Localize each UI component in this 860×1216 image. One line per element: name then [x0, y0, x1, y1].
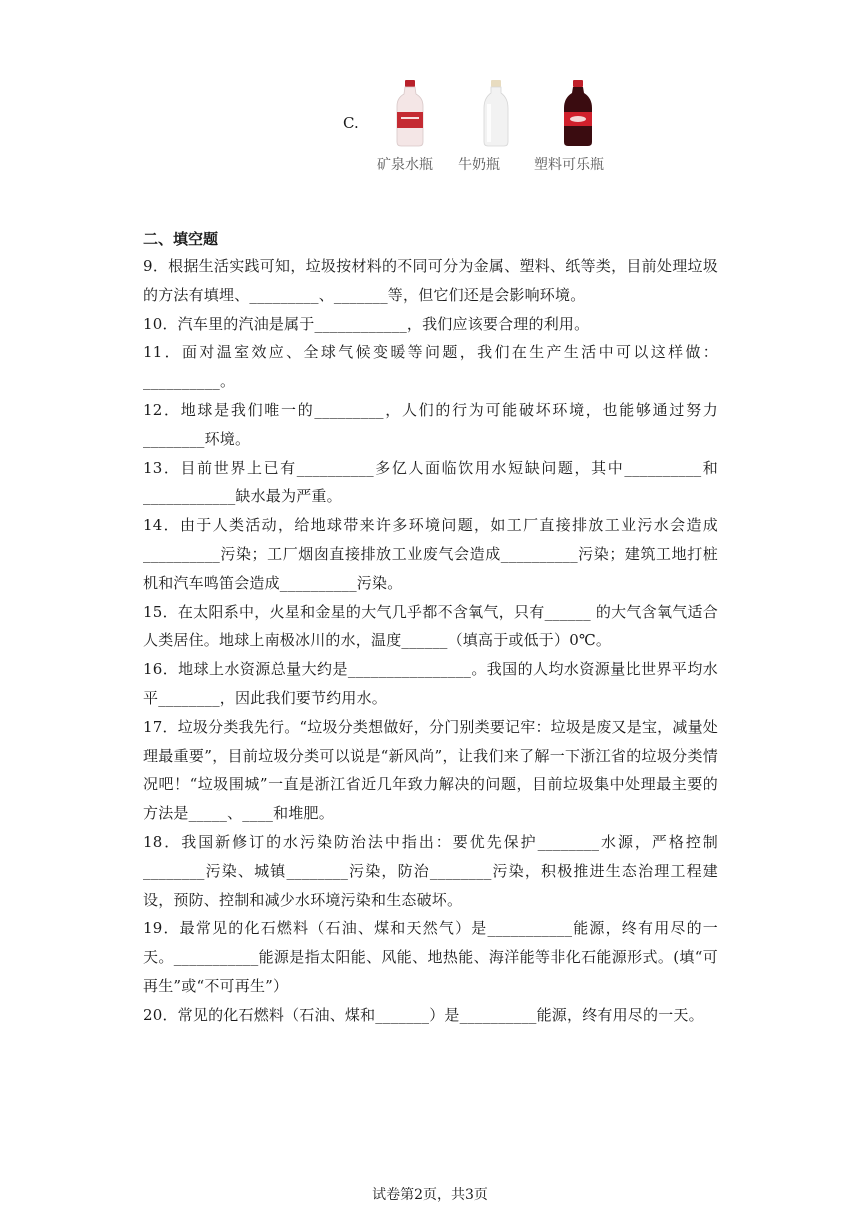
- bottle-label: 塑料可乐瓶: [534, 157, 604, 173]
- question-19: 19．最常见的化石燃料（石油、煤和天然气）是___________能源，终有用尽的一天。___________能源是指太阳能、风能、地热能、海洋能等非化石能源形式。(填“可再生”或“不可再生”）: [143, 919, 718, 995]
- question-20: 20．常见的化石燃料（石油、煤和_______）是__________能源，终有用尽的一天。: [143, 1005, 704, 1024]
- question-16: 16．地球上水资源总量大约是________________。我国的人均水资源量比世界平均水平________，因此我们要节约用水。: [143, 660, 718, 707]
- section-title: 二、填空题: [143, 230, 219, 248]
- cola-bottle-icon: [561, 78, 595, 148]
- question-18: 18．我国新修订的水污染防治法中指出：要优先保护________水源，严格控制________污染、城镇________污染，防治________污染，积极推进生态治理工程建设，预防、控制和减少水环境污染和生态破坏。: [143, 832, 718, 909]
- bottle-label: 牛奶瓶: [458, 157, 500, 173]
- question-14: 14．由于人类活动，给地球带来许多环境问题，如工厂直接排放工业污水会造成__________污染；工厂烟囱直接排放工业废气会造成__________污染；建筑工地打桩机和汽车鸣笛会造成__________污染。: [143, 516, 718, 592]
- page-footer: 试卷第2页，共3页: [372, 1187, 488, 1203]
- question-15: 15．在太阳系中，火星和金星的大气几乎都不含氧气，只有______ 的大气含氧气适合人类居住。地球上南极冰川的水，温度______（填高于或低于）0℃。: [143, 602, 718, 650]
- question-12: 12．地球是我们唯一的_________，人们的行为可能破坏环境，也能够通过努力________环境。: [143, 400, 718, 448]
- milk-bottle-icon: [479, 78, 513, 148]
- mineral-water-bottle-icon: [393, 78, 427, 148]
- bottle-label: 矿泉水瓶: [377, 157, 433, 173]
- question-9: 9．根据生活实践可知，垃圾按材料的不同可分为金属、塑料、纸等类，目前处理垃圾的方法有填埋、_________、_______等，但它们还是会影响环境。: [143, 257, 718, 304]
- question-13: 13．目前世界上已有__________多亿人面临饮用水短缺问题，其中__________和____________缺水最为严重。: [143, 458, 718, 506]
- option-letter: C.: [343, 114, 359, 132]
- question-17: 17．垃圾分类我先行。“垃圾分类想做好，分门别类要记牢：垃圾是废又是宝，减量处理最重要”，目前垃圾分类可以说是“新风尚”，让我们来了解一下浙江省的垃圾分类情况吧！“垃圾围城”一直是浙江省近几年致力解决的问题，目前垃圾集中处理最主要的方法是_____、____和堆肥。: [143, 717, 718, 823]
- question-10: 10．汽车里的汽油是属于____________，我们应该要合理的利用。: [143, 314, 590, 333]
- question-list: [143, 252, 718, 1030]
- question-11: 11．面对温室效应、全球气候变暖等问题，我们在生产生活中可以这样做：__________。: [143, 343, 718, 391]
